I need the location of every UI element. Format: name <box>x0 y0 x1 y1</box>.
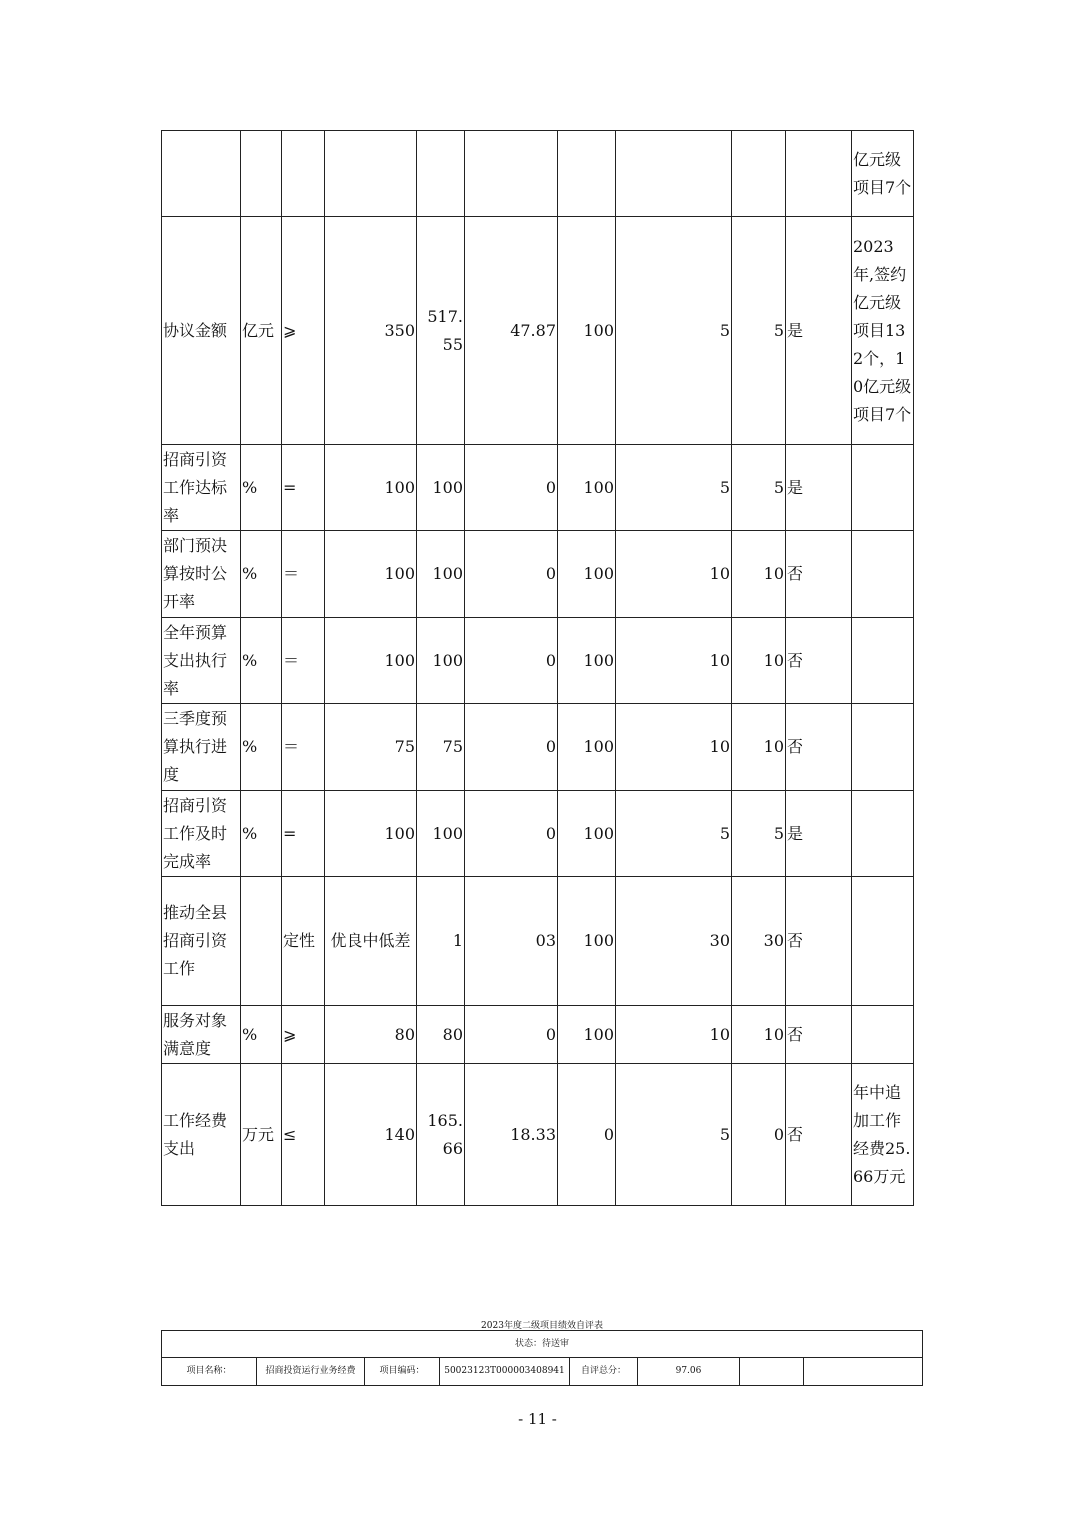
remark-cell: 2023年,签约亿元级项目132个，10亿元级项目7个 <box>852 217 914 445</box>
completion-cell: 100 <box>558 217 616 445</box>
deviation-cell: 0 <box>465 704 558 791</box>
deviation-cell <box>465 131 558 217</box>
symbol-cell: ＝ <box>282 618 325 704</box>
indicator-name-cell: 招商引资工作及时完成率 <box>162 791 241 877</box>
remark-cell <box>852 618 914 704</box>
project-name-value: 招商投资运行业务经费 <box>257 1358 365 1386</box>
score-cell: 5 <box>732 445 786 531</box>
remark-cell <box>852 531 914 618</box>
symbol-cell <box>282 131 325 217</box>
indicator-name-cell: 部门预决算按时公开率 <box>162 531 241 618</box>
indicator-name-cell: 全年预算支出执行率 <box>162 618 241 704</box>
target-value-cell: 100 <box>325 531 417 618</box>
empty-cell <box>740 1358 804 1386</box>
actual-value-cell <box>417 131 465 217</box>
table-row <box>162 445 914 531</box>
deviation-cell: 0 <box>465 1006 558 1064</box>
weight-cell: 5 <box>616 1064 732 1206</box>
remark-cell <box>852 445 914 531</box>
unit-cell: % <box>241 1006 282 1064</box>
footer-summary-table <box>161 1330 923 1386</box>
empty-cell <box>804 1358 923 1386</box>
project-code-value: 50023123T000003408941 <box>440 1358 570 1386</box>
table-row <box>162 618 914 704</box>
target-value-cell: 140 <box>325 1064 417 1206</box>
explained-cell: 否 <box>786 704 852 791</box>
unit-cell: 万元 <box>241 1064 282 1206</box>
explained-cell: 是 <box>786 791 852 877</box>
project-name-label: 项目名称： <box>162 1358 257 1386</box>
actual-value-cell: 517.55 <box>417 217 465 445</box>
weight-cell: 10 <box>616 531 732 618</box>
table-row <box>162 531 914 618</box>
remark-cell <box>852 877 914 1006</box>
symbol-cell: ＝ <box>282 704 325 791</box>
score-label: 自评总分： <box>570 1358 638 1386</box>
score-cell: 10 <box>732 531 786 618</box>
unit-cell: % <box>241 531 282 618</box>
actual-value-cell: 165.66 <box>417 1064 465 1206</box>
performance-indicator-table <box>161 130 914 1206</box>
weight-cell: 5 <box>616 445 732 531</box>
deviation-cell: 0 <box>465 531 558 618</box>
score-cell <box>732 131 786 217</box>
actual-value-cell: 1 <box>417 877 465 1006</box>
weight-cell: 10 <box>616 618 732 704</box>
symbol-cell: = <box>282 445 325 531</box>
table-row <box>162 704 914 791</box>
weight-cell: 5 <box>616 791 732 877</box>
footer-form-title: 2023年度二级项目绩效自评表 <box>481 1321 603 1331</box>
table-row <box>162 1064 914 1206</box>
completion-cell: 100 <box>558 618 616 704</box>
score-cell: 5 <box>732 791 786 877</box>
score-cell: 30 <box>732 877 786 1006</box>
project-code-label: 项目编码： <box>365 1358 440 1386</box>
target-value-cell: 100 <box>325 445 417 531</box>
table-row <box>162 217 914 445</box>
indicator-name-cell: 招商引资工作达标率 <box>162 445 241 531</box>
unit-cell <box>241 131 282 217</box>
explained-cell <box>786 131 852 217</box>
completion-cell: 100 <box>558 877 616 1006</box>
indicator-name-cell: 三季度预算执行进度 <box>162 704 241 791</box>
symbol-cell: ＝ <box>282 531 325 618</box>
symbol-cell: ≤ <box>282 1064 325 1206</box>
explained-cell: 否 <box>786 618 852 704</box>
remark-cell: 亿元级项目7个 <box>852 131 914 217</box>
target-value-cell: 75 <box>325 704 417 791</box>
explained-cell: 否 <box>786 877 852 1006</box>
indicator-name-cell: 协议金额 <box>162 217 241 445</box>
score-cell: 0 <box>732 1064 786 1206</box>
score-cell: 10 <box>732 1006 786 1064</box>
actual-value-cell: 80 <box>417 1006 465 1064</box>
remark-cell <box>852 704 914 791</box>
deviation-cell: 03 <box>465 877 558 1006</box>
explained-cell: 是 <box>786 217 852 445</box>
explained-cell: 否 <box>786 1006 852 1064</box>
deviation-cell: 0 <box>465 791 558 877</box>
unit-cell <box>241 877 282 1006</box>
indicator-name-cell: 推动全县招商引资工作 <box>162 877 241 1006</box>
actual-value-cell: 100 <box>417 618 465 704</box>
deviation-cell: 0 <box>465 445 558 531</box>
score-cell: 5 <box>732 217 786 445</box>
explained-cell: 是 <box>786 445 852 531</box>
weight-cell: 10 <box>616 1006 732 1064</box>
actual-value-cell: 100 <box>417 445 465 531</box>
symbol-cell: ⩾ <box>282 217 325 445</box>
footer-status: 状态：待送审 <box>162 1331 923 1358</box>
deviation-cell: 18.33 <box>465 1064 558 1206</box>
explained-cell: 否 <box>786 1064 852 1206</box>
target-value-cell: 100 <box>325 618 417 704</box>
explained-cell: 否 <box>786 531 852 618</box>
completion-cell: 100 <box>558 791 616 877</box>
score-value: 97.06 <box>638 1358 740 1386</box>
target-value-cell <box>325 131 417 217</box>
target-value-cell: 优良中低差 <box>325 877 417 1006</box>
weight-cell: 10 <box>616 704 732 791</box>
weight-cell <box>616 131 732 217</box>
unit-cell: % <box>241 704 282 791</box>
target-value-cell: 100 <box>325 791 417 877</box>
remark-cell <box>852 1006 914 1064</box>
table-row <box>162 131 914 217</box>
completion-cell: 0 <box>558 1064 616 1206</box>
weight-cell: 5 <box>616 217 732 445</box>
table-row <box>162 1006 914 1064</box>
indicator-name-cell: 服务对象满意度 <box>162 1006 241 1064</box>
remark-cell: 年中追加工作经费25.66万元 <box>852 1064 914 1206</box>
unit-cell: % <box>241 445 282 531</box>
score-cell: 10 <box>732 618 786 704</box>
actual-value-cell: 100 <box>417 791 465 877</box>
completion-cell: 100 <box>558 1006 616 1064</box>
score-cell: 10 <box>732 704 786 791</box>
indicator-name-cell: 工作经费支出 <box>162 1064 241 1206</box>
completion-cell <box>558 131 616 217</box>
deviation-cell: 0 <box>465 618 558 704</box>
unit-cell: % <box>241 618 282 704</box>
table-row <box>162 791 914 877</box>
symbol-cell: = <box>282 791 325 877</box>
actual-value-cell: 75 <box>417 704 465 791</box>
symbol-cell: 定性 <box>282 877 325 1006</box>
completion-cell: 100 <box>558 531 616 618</box>
completion-cell: 100 <box>558 445 616 531</box>
actual-value-cell: 100 <box>417 531 465 618</box>
target-value-cell: 80 <box>325 1006 417 1064</box>
deviation-cell: 47.87 <box>465 217 558 445</box>
page-number: - 11 - <box>518 1410 557 1428</box>
completion-cell: 100 <box>558 704 616 791</box>
table-row <box>162 877 914 1006</box>
unit-cell: % <box>241 791 282 877</box>
target-value-cell: 350 <box>325 217 417 445</box>
weight-cell: 30 <box>616 877 732 1006</box>
remark-cell <box>852 791 914 877</box>
unit-cell: 亿元 <box>241 217 282 445</box>
indicator-name-cell <box>162 131 241 217</box>
symbol-cell: ⩾ <box>282 1006 325 1064</box>
